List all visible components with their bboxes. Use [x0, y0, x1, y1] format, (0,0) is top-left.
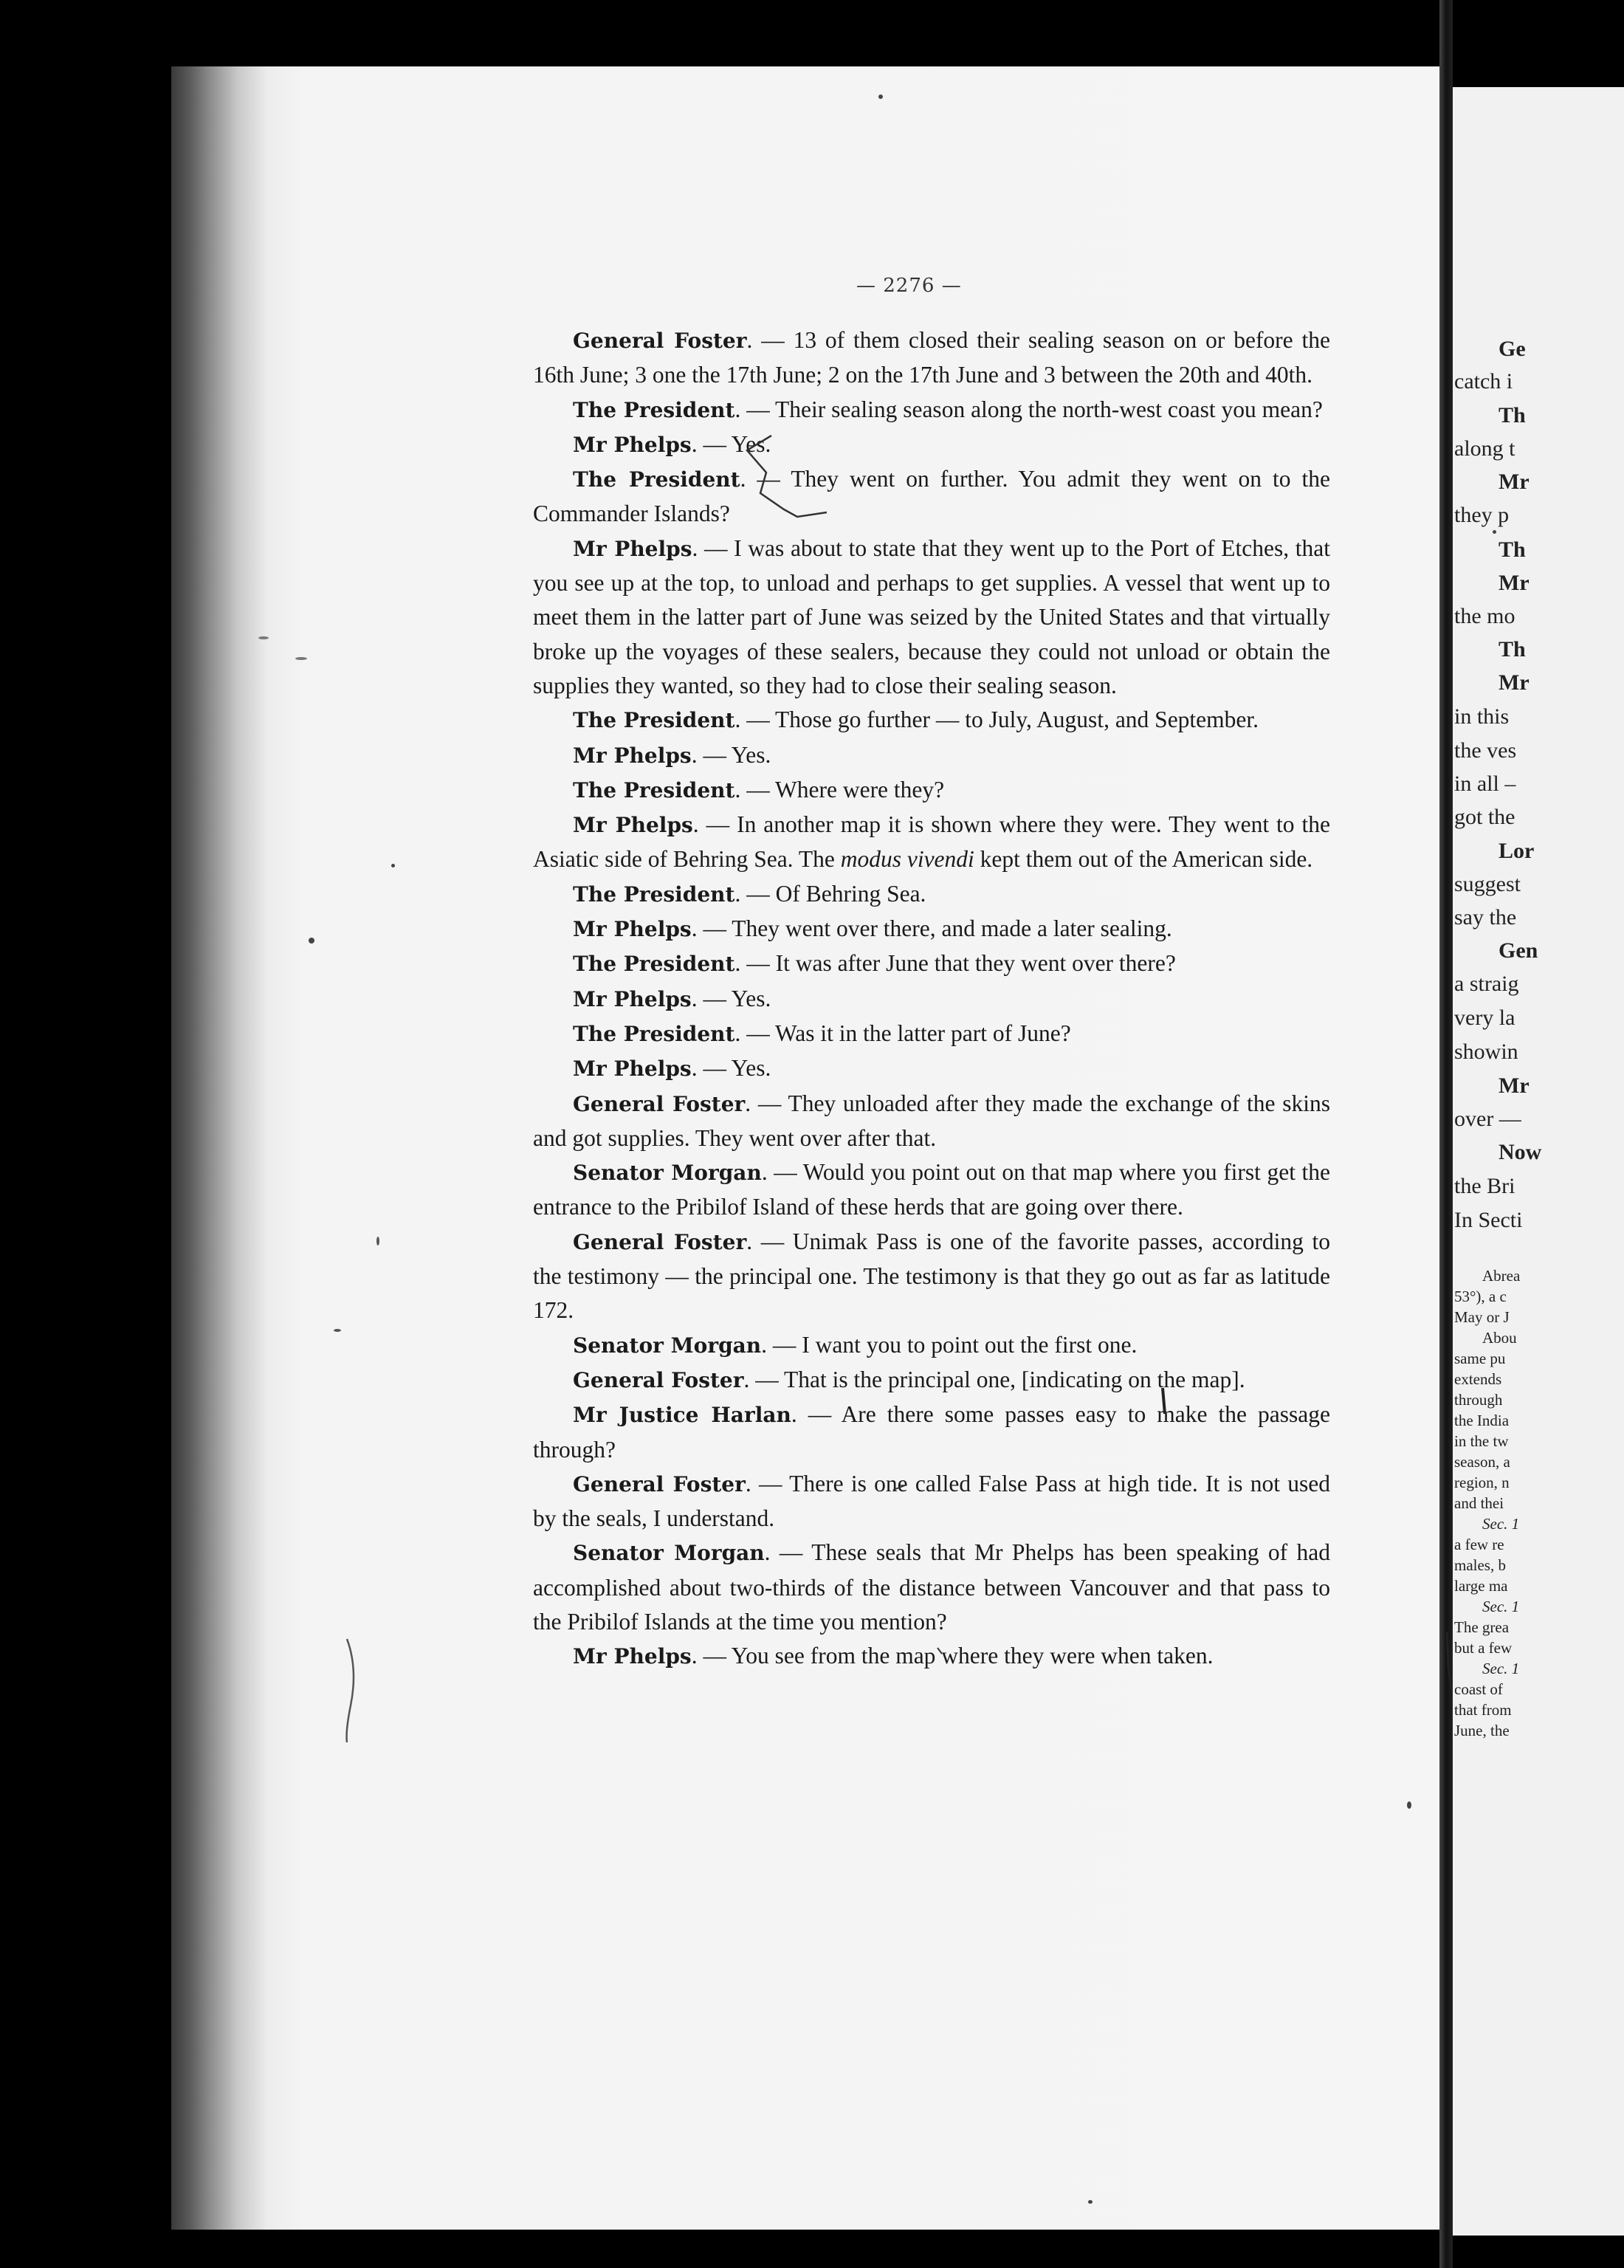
speck [1493, 530, 1496, 534]
speech-text: . — Yes. [691, 985, 771, 1011]
speaker-name: Mr Phelps [573, 1056, 692, 1082]
speech-text: . — I was about to state that they went up to the Port of Etches, that you see up at the top, to unload and perhaps to get supplies. A vessel that went up to meet them in the latter part of June was seized by the United States and that virtually broke up the voyages of these sealers, because they could not unload or obtain the supplies they wanted, so they had to close their sealing season. [533, 535, 1330, 698]
speaker-name: Mr Phelps [573, 536, 692, 561]
right-page-line: very la [1454, 1006, 1515, 1030]
speaker-name: The President [573, 467, 740, 492]
speech-text: . — They went on further. You admit they went on to the Commander Islands? [533, 466, 1330, 527]
speaker-name: Mr Phelps [573, 432, 692, 457]
speaker-name: General Foster [573, 329, 747, 353]
right-page-line: Lor [1499, 839, 1535, 863]
right-page-line: along t [1454, 436, 1515, 461]
right-page-line: showin [1454, 1040, 1518, 1064]
speech-text: . — Their sealing season along the north-west coast you mean? [734, 396, 1323, 422]
speck [334, 1329, 341, 1332]
speaker-name: The President [573, 397, 735, 422]
right-page-footnote-line: in the tw [1454, 1432, 1509, 1450]
right-page-line: in this [1454, 704, 1510, 729]
speech-text: . — I want you to point out the first one. [761, 1331, 1138, 1358]
speaker-name: General Foster [573, 1229, 747, 1254]
speech-text: . — These seals that Mr Phelps has been speaking of had accomplished about two-thirds of the distance between Vancouver and that pass to the Pribilof Islands at the time you mention? [533, 1539, 1330, 1635]
speaker-name: The President [573, 952, 735, 977]
right-page-footnote-line: June, the [1454, 1722, 1510, 1739]
right-page-footnote-line: Sec. 1 [1482, 1598, 1520, 1615]
speaker-name: Mr Phelps [573, 1644, 692, 1669]
right-page-footnote-line: and thei [1454, 1494, 1504, 1512]
speaker-name: The President [573, 1021, 735, 1046]
speech-text: . — Unimak Pass is one of the favorite passes, according to the testimony — the principal one. The testimony is that they go out as far as latitude 172. [533, 1228, 1330, 1324]
right-page-line: say the [1454, 905, 1517, 929]
speaker-name: Mr Justice Harlan [573, 1403, 791, 1428]
right-page-line: Mr [1499, 1073, 1530, 1098]
speaker-name: General Foster [573, 1091, 746, 1116]
speck [391, 864, 395, 867]
right-page-line: a straig [1454, 972, 1519, 996]
right-page-line: got the [1454, 805, 1515, 829]
speech-text: . — Yes. [691, 1055, 771, 1082]
right-page-line: In Secti [1454, 1208, 1523, 1232]
right-page-line: Th [1499, 403, 1526, 427]
italic-phrase: modus vivendi [840, 846, 974, 873]
right-page-line: the Bri [1454, 1174, 1515, 1198]
speaker-name: Senator Morgan [573, 1333, 762, 1358]
right-page-line: Th [1499, 637, 1526, 662]
right-page-footnote-line: a few re [1454, 1536, 1504, 1553]
speck [258, 636, 269, 639]
speaker-name: The President [573, 708, 735, 733]
right-page-footnote-line: 53°), a c [1454, 1288, 1507, 1305]
right-page-line: Mr [1499, 571, 1530, 595]
right-page-footnote-line: that from [1454, 1701, 1512, 1719]
speaker-name: Senator Morgan [573, 1541, 765, 1566]
right-page-footnote-line: but a few [1454, 1639, 1513, 1657]
right-page-footnote-line: region, n [1454, 1474, 1510, 1491]
right-page-line: Th [1499, 537, 1526, 562]
speech-text: . — Of Behring Sea. [734, 880, 926, 907]
speech-text: . — They went over there, and made a later sealing. [691, 915, 1172, 942]
right-page-footnote-line: season, a [1454, 1453, 1510, 1471]
speaker-name: Mr Phelps [573, 917, 692, 942]
right-page-footnote-line: Sec. 1 [1482, 1660, 1520, 1677]
speaker-name: Mr Phelps [573, 743, 692, 768]
speech-text: . — That is the principal one, [indicating on the map]. [743, 1366, 1245, 1392]
speech-text: . — Are there some passes easy to make the passage through? [533, 1401, 1331, 1463]
right-page-line: over — [1454, 1107, 1521, 1131]
speck [1407, 1801, 1411, 1809]
right-page-footnote-line: May or J [1454, 1308, 1510, 1326]
speech-text: . — 13 of them closed their sealing season on or before the 16th June; 3 one the 17th June; 2 on the 17th June and 3 between the 20th and 40th. [533, 327, 1331, 388]
speech-text: . — Where were they? [734, 776, 945, 803]
right-page-line: Ge [1499, 337, 1526, 361]
speech-text: kept them out of the American side. [974, 846, 1313, 873]
right-page-footnote-line: same pu [1454, 1350, 1506, 1367]
speaker-name: General Foster [573, 1367, 744, 1392]
right-page-line: suggest [1454, 872, 1521, 896]
speaker-name: The President [573, 777, 735, 803]
speech-text: . — Was it in the latter part of June? [734, 1020, 1071, 1046]
right-page-footnote-line: the India [1454, 1412, 1510, 1429]
right-page-line: Now [1499, 1140, 1542, 1164]
right-page-line: they p [1454, 503, 1510, 527]
speck [878, 94, 883, 99]
right-page-footnote-line: males, b [1454, 1556, 1506, 1574]
speaker-name: Senator Morgan [573, 1161, 762, 1186]
right-page-line: Gen [1499, 938, 1538, 963]
right-page-footnote-line: Abrea [1482, 1267, 1521, 1285]
right-page-footnote-line: large ma [1454, 1577, 1508, 1595]
speck [376, 1237, 379, 1245]
speech-text: . — They unloaded after they made the exchange of the skins and got supplies. They went over after that. [533, 1090, 1330, 1151]
speck [295, 657, 307, 660]
right-page-line: the ves [1454, 738, 1517, 763]
right-page-footnote-line: Abou [1482, 1329, 1517, 1347]
right-page-footnote-line: through [1454, 1391, 1503, 1409]
right-page-line: Mr [1499, 670, 1530, 695]
speck [309, 938, 314, 944]
right-page-footnote-line: The grea [1454, 1618, 1510, 1636]
page-number: — 2276 — [856, 275, 962, 297]
speech-text: . — Yes. [691, 430, 771, 457]
speech-text: . — Those go further — to July, August, and September. [734, 707, 1259, 733]
speck [1088, 2200, 1093, 2204]
right-page-line: the mo [1454, 604, 1515, 628]
speech-text: . — Would you point out on that map where you first get the entrance to the Pribilof Island of these herds that are going over there. [533, 1159, 1330, 1220]
right-page-footnote-line: Sec. 1 [1482, 1515, 1520, 1533]
speech-text: . — In another map it is shown where they were. They went to the Asiatic side of Behring Sea. The [533, 811, 1331, 873]
right-page-line: in all – [1454, 772, 1516, 796]
right-page-footnote-line: extends [1454, 1370, 1502, 1388]
speaker-name: The President [573, 882, 735, 907]
speaker-name: Mr Phelps [573, 986, 692, 1011]
speaker-name: Mr Phelps [573, 813, 693, 838]
right-page-line: catch i [1454, 369, 1513, 394]
speech-text: . — Yes. [691, 741, 771, 768]
speaker-name: General Foster [573, 1471, 746, 1496]
right-page-footnote-line: coast of [1454, 1680, 1503, 1698]
speech-text: . — It was after June that they went over there? [734, 950, 1176, 977]
speech-text: . — There is one called False Pass at high tide. It is not used by the seals, I understand. [533, 1470, 1330, 1532]
right-page-line: Mr [1499, 470, 1530, 494]
speech-text: . — You see from the map where they were when taken. [691, 1643, 1214, 1669]
